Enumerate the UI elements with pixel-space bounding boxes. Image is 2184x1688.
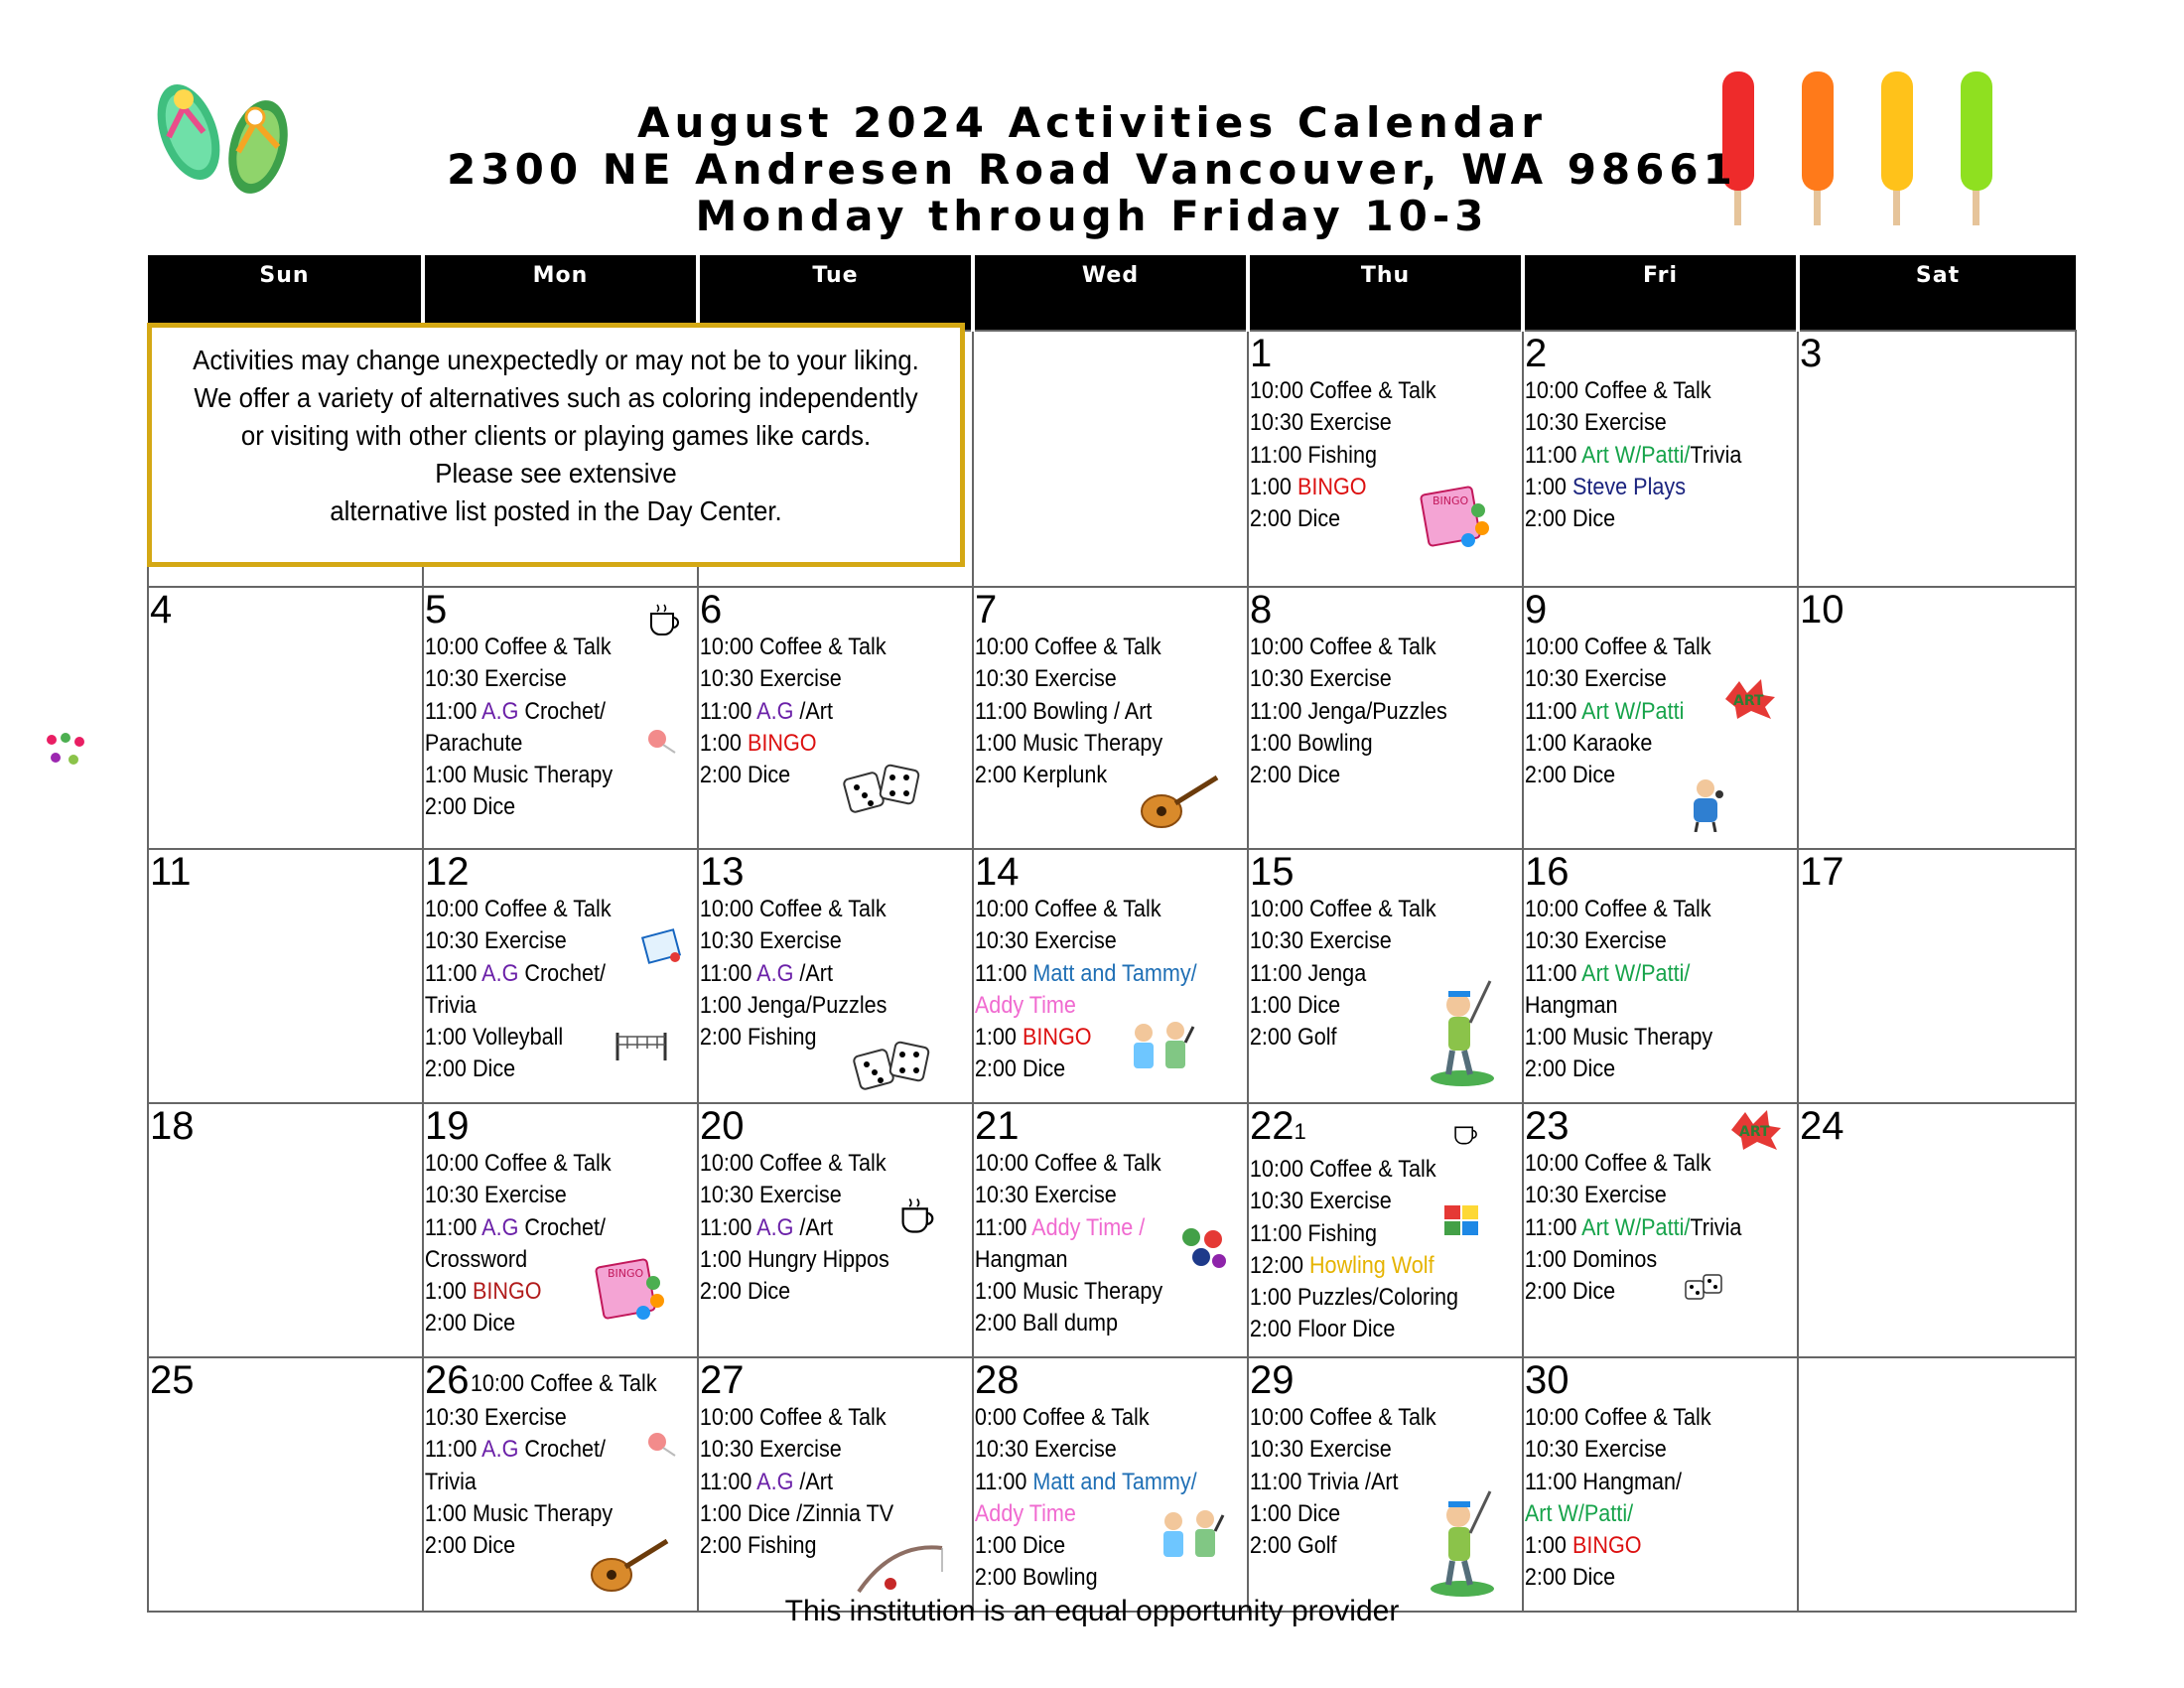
activity-time: 11:00	[424, 1213, 482, 1241]
day-cell-10	[1798, 587, 2076, 849]
weekday-header-row	[148, 255, 2076, 331]
day-cell-20	[698, 1103, 973, 1357]
activity	[424, 696, 670, 728]
activity-highlight: BINGO	[1297, 473, 1367, 500]
activity: 1:00 Dice	[974, 1532, 1066, 1560]
day-cell-13	[698, 849, 973, 1103]
activity: 2:00 Bowling	[974, 1564, 1098, 1592]
activity: 1:00 Karaoke	[1524, 729, 1653, 757]
activity: Crossword	[424, 1245, 528, 1273]
day-number: 7	[975, 588, 998, 632]
day-cell-18	[148, 1103, 423, 1357]
activity: 1:00 Volleyball	[424, 1024, 564, 1052]
activity-time: 1:00	[699, 729, 748, 757]
activity: 10:30 Exercise	[1249, 665, 1392, 693]
activity-highlight: BINGO	[1571, 1532, 1642, 1560]
day-cell-16	[1523, 849, 1798, 1103]
activity	[1524, 1212, 1770, 1244]
activity: 10:30 Exercise	[699, 665, 842, 693]
flip-flops-icon	[144, 77, 308, 197]
flower-sprig-icon	[44, 730, 93, 770]
weekday-wed: Wed	[973, 255, 1248, 331]
activity	[699, 696, 945, 728]
activity: 10:00 Coffee & Talk	[424, 1150, 612, 1177]
bingo-card-icon	[1419, 481, 1494, 552]
activity: 2:00 Dice	[424, 1310, 516, 1337]
day-cell-30	[1523, 1357, 1798, 1612]
title-line-3: Monday through Friday 10-3	[695, 192, 1489, 240]
activity	[1524, 1530, 1770, 1562]
day-cell-5	[423, 587, 698, 849]
puzzle-icon	[1442, 1203, 1482, 1239]
activity: 10:00 Coffee & Talk	[1524, 896, 1711, 922]
day-number: 17	[1800, 850, 1844, 894]
activity: 10:00 Coffee & Talk	[699, 1150, 887, 1177]
activity: 10:30 Exercise	[1524, 409, 1667, 437]
day-number: 12	[425, 850, 470, 894]
activity: 10:30 Exercise	[699, 1182, 842, 1209]
activity: 2:00 Fishing	[699, 1532, 817, 1560]
activity: 11:00 Jenga	[1249, 959, 1367, 987]
activity: 10:30 Exercise	[424, 1182, 567, 1209]
activity-time: 11:00	[424, 1436, 482, 1464]
day-cell-11	[148, 849, 423, 1103]
volleyball-net-icon	[614, 1029, 669, 1062]
activity	[1524, 472, 1770, 503]
activity	[699, 958, 945, 990]
day-number-value: 22	[1250, 1104, 1295, 1148]
golfer-icon	[1427, 1487, 1498, 1599]
note-line: alternative list posted in the Day Center.	[330, 495, 782, 526]
day-number: 8	[1250, 588, 1273, 632]
bingo-card-icon	[639, 927, 685, 967]
activity-highlight: Howling Wolf	[1308, 1251, 1434, 1279]
day-number: 5	[425, 588, 448, 632]
activity: 10:00 Coffee & Talk	[1524, 1404, 1711, 1431]
svg-text:BINGO: BINGO	[608, 1267, 644, 1280]
activity-time: 1:00	[1524, 473, 1572, 500]
weekday-sat: Sat	[1798, 255, 2076, 331]
activity: Trivia	[424, 1468, 477, 1495]
activity-highlight: Art W/Patti	[1581, 697, 1685, 725]
day-number: 6	[700, 588, 723, 632]
weekday-thu: Thu	[1248, 255, 1523, 331]
day-cell-3	[1798, 331, 2076, 587]
activity-highlight: BINGO	[1022, 1024, 1092, 1052]
activity: 10:00 Coffee & Talk	[424, 633, 612, 660]
activity: 11:00 Trivia /Art	[1249, 1468, 1399, 1495]
day-cell-21	[973, 1103, 1248, 1357]
day-number: 18	[150, 1104, 195, 1148]
day-cell-27	[698, 1357, 973, 1612]
activity: 11:00 Fishing	[1249, 1219, 1377, 1247]
activity-text: /Art	[793, 1468, 833, 1495]
activity-time: 1:00	[424, 1278, 473, 1306]
activity-text: Trivia	[1690, 1213, 1742, 1241]
activity-text: Crochet/	[518, 697, 607, 725]
activity-highlight: Matt and Tammy/	[1032, 1468, 1197, 1495]
note-line: We offer a variety of alternatives such as coloring independently	[194, 382, 918, 413]
activity: 11:00 Jenga/Puzzles	[1249, 697, 1447, 725]
activity: 1:00 Music Therapy	[974, 1278, 1163, 1306]
activity: 10:30 Exercise	[699, 927, 842, 955]
activity: 1:00 Dominos	[1524, 1245, 1658, 1273]
weekday-mon: Mon	[423, 255, 698, 331]
week-row	[148, 587, 2076, 849]
activity-highlight: A.G	[756, 959, 794, 987]
activity: 10:00 Coffee & Talk	[699, 896, 887, 922]
day-cell-4	[148, 587, 423, 849]
activity: 2:00 Dice	[1524, 1278, 1616, 1306]
activity: 2:00 Dice	[699, 1278, 791, 1306]
activity-highlight: A.G	[481, 959, 519, 987]
activity: 10:30 Exercise	[1524, 665, 1667, 693]
activity-time: 11:00	[1524, 441, 1582, 469]
activity: 10:00 Coffee & Talk	[699, 1404, 887, 1431]
activity: 10:00 Coffee & Talk	[974, 896, 1161, 922]
day-number: 1	[1250, 332, 1273, 375]
day-number: 9	[1525, 588, 1548, 632]
activity: 2:00 Dice	[1249, 762, 1341, 789]
activity: 1:00 Jenga/Puzzles	[699, 991, 887, 1019]
activity-highlight: Matt and Tammy/	[1032, 959, 1197, 987]
activity: 10:00 Coffee & Talk	[1524, 633, 1711, 660]
activity: 2:00 Dice	[1524, 1564, 1616, 1592]
activity: Art W/Patti/	[1524, 1499, 1634, 1527]
activity: 10:00 Coffee & Talk	[1249, 1404, 1436, 1431]
day-number: 20	[700, 1104, 745, 1148]
coffee-cup-icon	[896, 1196, 940, 1235]
activity: 10:30 Exercise	[974, 927, 1117, 955]
activity	[424, 1434, 670, 1466]
activity: 2:00 Dice	[1524, 1055, 1616, 1083]
day-cell-1	[1248, 331, 1523, 587]
activity-highlight: Art W/Patti/	[1581, 441, 1691, 469]
guitar-icon	[586, 1535, 675, 1597]
day-number: 23	[1525, 1104, 1570, 1148]
activity-highlight: A.G	[481, 1436, 519, 1464]
activity-text: Crochet/	[518, 1436, 607, 1464]
day-number: 14	[975, 850, 1020, 894]
activity	[699, 728, 945, 760]
activity: 1:00 Bowling	[1249, 729, 1373, 757]
activity	[1524, 958, 1770, 990]
day-cell-15	[1248, 849, 1523, 1103]
performers-icon	[1124, 1019, 1197, 1080]
activity-time: 12:00	[1249, 1251, 1309, 1279]
dice-icon	[843, 762, 922, 821]
activity: 0:00 Coffee & Talk	[974, 1404, 1150, 1431]
day-cell-empty	[1798, 1357, 2076, 1612]
activity: 2:00 Fishing	[699, 1024, 817, 1052]
activity	[1524, 440, 1770, 472]
day-number: 16	[1525, 850, 1570, 894]
activity-highlight: Addy Time /	[1031, 1213, 1146, 1241]
svg-text:BINGO: BINGO	[1433, 494, 1469, 507]
weekday-fri: Fri	[1523, 255, 1798, 331]
activity: 10:00 Coffee & Talk	[699, 633, 887, 660]
activity-text: Trivia	[1690, 441, 1742, 469]
activity: 10:30 Exercise	[1249, 1188, 1392, 1215]
day-number: 27	[700, 1358, 745, 1402]
activity: 10:00 Coffee & Talk	[470, 1369, 657, 1397]
coffee-cup-icon	[1450, 1118, 1482, 1146]
day-number: 28	[975, 1358, 1020, 1402]
activity-highlight: A.G	[481, 1213, 519, 1241]
golfer-icon	[1427, 977, 1498, 1088]
activity-text: /Art	[793, 1213, 833, 1241]
note-line: or visiting with other clients or playing games like cards.	[240, 420, 872, 451]
title-line-1: August 2024 Activities Calendar	[637, 98, 1547, 147]
note-line: Please see extensive	[435, 458, 677, 489]
activity: 10:00 Coffee & Talk	[974, 1150, 1161, 1177]
footer-notice: This institution is an equal opportunity provider	[784, 1595, 1400, 1627]
activity: 11:00 Fishing	[1249, 441, 1377, 469]
activity-time: 11:00	[424, 697, 482, 725]
day-cell-28	[973, 1357, 1248, 1612]
activity-time: 11:00	[699, 1468, 757, 1495]
activity: 2:00 Kerplunk	[974, 762, 1108, 789]
activity: 1:00 Puzzles/Coloring	[1249, 1284, 1459, 1312]
day-number-suffix: 1	[1294, 1119, 1306, 1144]
coffee-cup-icon	[645, 602, 685, 637]
day-cell-2	[1523, 331, 1798, 587]
yarn-ball-icon	[641, 725, 677, 755]
activity-highlight: A.G	[756, 697, 794, 725]
day-cell-empty	[973, 331, 1248, 587]
weekday-sun: Sun	[148, 255, 423, 331]
day-cell-14	[973, 849, 1248, 1103]
dice-icon	[1684, 1273, 1723, 1305]
activity: 10:00 Coffee & Talk	[974, 633, 1161, 660]
activity-highlight: A.G	[756, 1213, 794, 1241]
day-number: 19	[425, 1104, 470, 1148]
guitar-icon	[1136, 772, 1225, 833]
activity: 2:00 Dice	[424, 1532, 516, 1560]
activity-highlight: Art W/Patti/	[1581, 1213, 1691, 1241]
note-line: Activities may change unexpectedly or may not be to your liking.	[193, 345, 919, 375]
day-number	[424, 1358, 697, 1402]
activity: 2:00 Dice	[1524, 505, 1616, 533]
activity: 2:00 Ball dump	[974, 1310, 1118, 1337]
activity: 1:00 Hungry Hippos	[699, 1245, 889, 1273]
activity: Addy Time	[974, 991, 1076, 1019]
activity: 2:00 Dice	[424, 1055, 516, 1083]
activity: 10:00 Coffee & Talk	[1249, 633, 1436, 660]
activity: 2:00 Golf	[1249, 1024, 1337, 1052]
activity: 1:00 Music Therapy	[974, 729, 1163, 757]
day-number: 2	[1525, 332, 1548, 375]
activity-time: 11:00	[424, 959, 482, 987]
activity: 1:00 Music Therapy	[424, 762, 614, 789]
activity: Trivia	[424, 991, 477, 1019]
day-number: 3	[1800, 332, 1823, 375]
activity-highlight: Steve Plays	[1571, 473, 1687, 500]
activity: 10:00 Coffee & Talk	[424, 896, 612, 922]
calendar-title	[298, 99, 1886, 239]
activity	[1249, 1250, 1495, 1282]
activity: 10:00 Coffee & Talk	[1524, 377, 1711, 404]
activity: 10:30 Exercise	[1524, 1182, 1667, 1209]
karaoke-singer-icon	[1684, 776, 1727, 832]
day-number: 25	[150, 1358, 195, 1402]
svg-text:ART: ART	[1733, 693, 1764, 709]
activity: 10:00 Coffee & Talk	[1249, 896, 1436, 922]
svg-text:ART: ART	[1739, 1124, 1770, 1140]
activity	[699, 1467, 945, 1498]
activity: 1:00 Music Therapy	[424, 1499, 614, 1527]
activity: Hangman	[974, 1245, 1068, 1273]
day-cell-9	[1523, 587, 1798, 849]
activity-time: 11:00	[974, 1468, 1033, 1495]
day-cell-29	[1248, 1357, 1523, 1612]
activity: 10:30 Exercise	[974, 1436, 1117, 1464]
activity: 10:00 Coffee & Talk	[1524, 1150, 1711, 1177]
title-line-2: 2300 NE Andresen Road Vancouver, WA 98661	[447, 145, 1737, 194]
activity: 10:30 Exercise	[424, 1404, 567, 1431]
alternatives-note	[147, 323, 965, 567]
activity-highlight: BINGO	[472, 1278, 542, 1306]
day-number: 13	[700, 850, 745, 894]
activity: 2:00 Dice	[974, 1055, 1066, 1083]
week-row	[148, 1357, 2076, 1612]
day-number: 15	[1250, 850, 1295, 894]
activity-time: 1:00	[974, 1024, 1023, 1052]
activity: 2:00 Dice	[1524, 762, 1616, 789]
activity: 10:00 Coffee & Talk	[1249, 377, 1436, 404]
day-number: 4	[150, 588, 173, 632]
activity-text: Crochet/	[518, 959, 607, 987]
activity: Hangman	[1524, 991, 1618, 1019]
activity: 2:00 Golf	[1249, 1532, 1337, 1560]
day-cell-23	[1523, 1103, 1798, 1357]
activity: 10:30 Exercise	[1524, 1436, 1667, 1464]
activity: 1:00 Dice	[1249, 1499, 1341, 1527]
activity: 2:00 Dice	[1249, 505, 1341, 533]
activity-text: Crochet/	[518, 1213, 607, 1241]
weekday-tue: Tue	[698, 255, 973, 331]
activity	[424, 1212, 670, 1244]
week-row	[148, 1103, 2076, 1357]
activity	[974, 958, 1220, 990]
activity-highlight: Art W/Patti/	[1581, 959, 1691, 987]
activity: 10:30 Exercise	[1249, 1436, 1392, 1464]
activity-time: 1:00	[1249, 473, 1297, 500]
activity-time: 11:00	[1524, 1213, 1582, 1241]
day-number: 24	[1800, 1104, 1844, 1148]
activity: 10:30 Exercise	[974, 1182, 1117, 1209]
day-cell-26	[423, 1357, 698, 1612]
activity: 11:00 Bowling / Art	[974, 697, 1153, 725]
day-cell-12	[423, 849, 698, 1103]
art-splash-icon	[1727, 1108, 1783, 1152]
day-number: 30	[1525, 1358, 1570, 1402]
day-cell-25	[148, 1357, 423, 1612]
yarn-ball-icon	[641, 1428, 677, 1458]
activity: 10:30 Exercise	[1249, 409, 1392, 437]
activity	[424, 958, 670, 990]
activity-time: 11:00	[1524, 697, 1582, 725]
activity: 2:00 Dice	[699, 762, 791, 789]
bingo-card-icon	[594, 1253, 669, 1325]
activity: 10:30 Exercise	[1249, 927, 1392, 955]
art-splash-icon	[1721, 677, 1777, 721]
activity	[974, 1467, 1220, 1498]
activity-highlight: BINGO	[747, 729, 817, 757]
activity-time: 11:00	[974, 1213, 1032, 1241]
activity: 1:00 Music Therapy	[1524, 1024, 1713, 1052]
activity-time: 11:00	[699, 697, 757, 725]
activity-time: 11:00	[1524, 959, 1582, 987]
activity: 10:30 Exercise	[424, 665, 567, 693]
activity: 10:30 Exercise	[974, 665, 1117, 693]
activity-text: /Art	[793, 697, 833, 725]
activity: 2:00 Floor Dice	[1249, 1316, 1396, 1343]
day-cell-17	[1798, 849, 2076, 1103]
activity-text: /Art	[793, 959, 833, 987]
day-cell-6	[698, 587, 973, 849]
day-cell-24	[1798, 1103, 2076, 1357]
day-cell-22	[1248, 1103, 1523, 1357]
activity-highlight: A.G	[756, 1468, 794, 1495]
activity-time: 1:00	[1524, 1532, 1572, 1560]
activity: 10:30 Exercise	[1524, 927, 1667, 955]
activity-time: 11:00	[699, 959, 757, 987]
day-number: 10	[1800, 588, 1844, 632]
fishing-rod-icon	[853, 1532, 948, 1600]
activity-time: 11:00	[974, 959, 1033, 987]
activity: Parachute	[424, 729, 523, 757]
week-row	[148, 849, 2076, 1103]
day-number: 11	[150, 850, 192, 894]
activity: Addy Time	[974, 1499, 1076, 1527]
day-number-value: 26	[425, 1358, 470, 1402]
day-cell-19	[423, 1103, 698, 1357]
day-number: 21	[975, 1104, 1020, 1148]
activity-highlight: A.G	[481, 697, 519, 725]
activity: 1:00 Dice	[1249, 991, 1341, 1019]
day-cell-7	[973, 587, 1248, 849]
performers-icon	[1154, 1507, 1227, 1569]
activity: 10:30 Exercise	[699, 1436, 842, 1464]
activity: 2:00 Dice	[424, 793, 516, 821]
dice-icon	[853, 1039, 932, 1098]
activity-time: 11:00	[699, 1213, 757, 1241]
day-cell-8	[1248, 587, 1523, 849]
day-number: 29	[1250, 1358, 1295, 1402]
activity: 10:00 Coffee & Talk	[1249, 1156, 1436, 1183]
activity: 1:00 Dice /Zinnia TV	[699, 1499, 894, 1527]
balls-icon	[1177, 1223, 1227, 1271]
activity: 10:30 Exercise	[424, 927, 567, 955]
activity: 11:00 Hangman/	[1524, 1468, 1683, 1495]
